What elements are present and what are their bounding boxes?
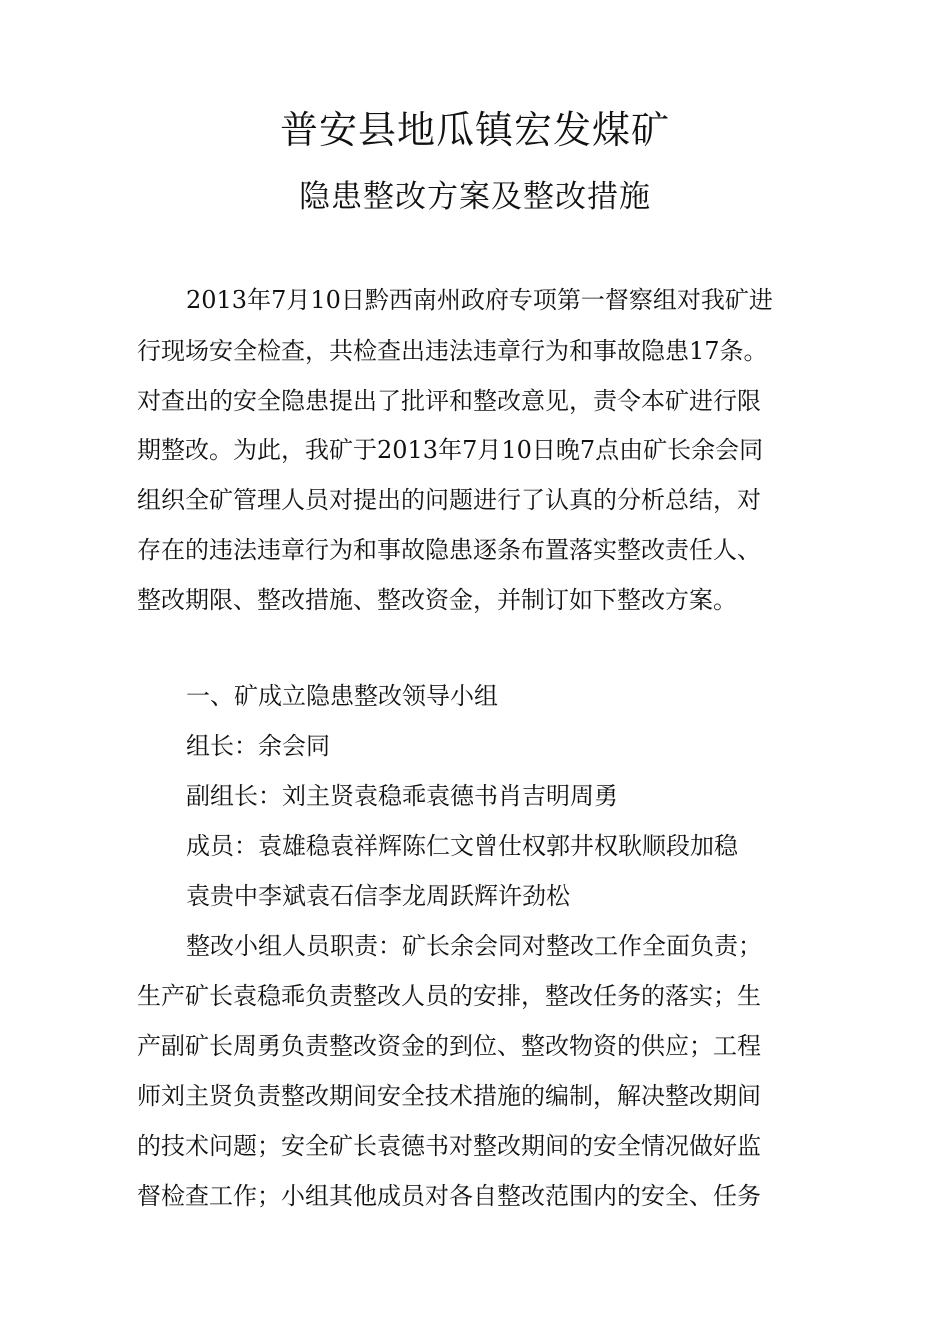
duties-line-5: 的技术问题；安全矿长袁德书对整改期间的安全情况做好监 bbox=[137, 1132, 761, 1160]
duties-line-3: 产副矿长周勇负责整改资金的到位、整改物资的供应；工程 bbox=[137, 1032, 761, 1060]
members-line-1: 成员：袁雄稳袁祥辉陈仁文曾仕权郭井权耿顺段加稳 bbox=[186, 832, 738, 860]
section1-heading: 一、矿成立隐患整改领导小组 bbox=[186, 682, 498, 710]
duties-line-4: 师刘主贤负责整改期间安全技术措施的编制，解决整改期间 bbox=[137, 1082, 761, 1110]
members-line-2: 袁贵中李斌袁石信李龙周跃辉许劲松 bbox=[186, 882, 570, 910]
intro-line-5: 组织全矿管理人员对提出的问题进行了认真的分析总结，对 bbox=[137, 486, 761, 514]
intro-line-1: 2013年7月10日黔西南州政府专项第一督察组对我矿进 bbox=[186, 286, 773, 314]
intro-line-4: 期整改。为此，我矿于2013年7月10日晚7点由矿长余会同 bbox=[137, 436, 764, 464]
duties-line-6: 督检查工作；小组其他成员对各自整改范围内的安全、任务 bbox=[137, 1182, 761, 1210]
intro-line-7: 整改期限、整改措施、整改资金，并制订如下整改方案。 bbox=[137, 586, 737, 614]
duties-line-1: 整改小组人员职责：矿长余会同对整改工作全面负责； bbox=[186, 932, 762, 960]
document-subtitle: 隐患整改方案及整改措施 bbox=[299, 179, 651, 215]
intro-line-6: 存在的违法违章行为和事故隐患逐条布置落实整改责任人、 bbox=[137, 536, 761, 564]
intro-line-2: 行现场安全检查，共检查出违法违章行为和事故隐患17条。 bbox=[137, 337, 768, 365]
deputy-leaders: 副组长：刘主贤袁稳乖袁德书肖吉明周勇 bbox=[186, 782, 618, 810]
document-title: 普安县地瓜镇宏发煤矿 bbox=[279, 108, 670, 152]
duties-line-2: 生产矿长袁稳乖负责整改人员的安排，整改任务的落实；生 bbox=[137, 982, 761, 1010]
group-leader: 组长：余会同 bbox=[186, 732, 330, 760]
intro-line-3: 对查出的安全隐患提出了批评和整改意见，责令本矿进行限 bbox=[137, 387, 761, 415]
